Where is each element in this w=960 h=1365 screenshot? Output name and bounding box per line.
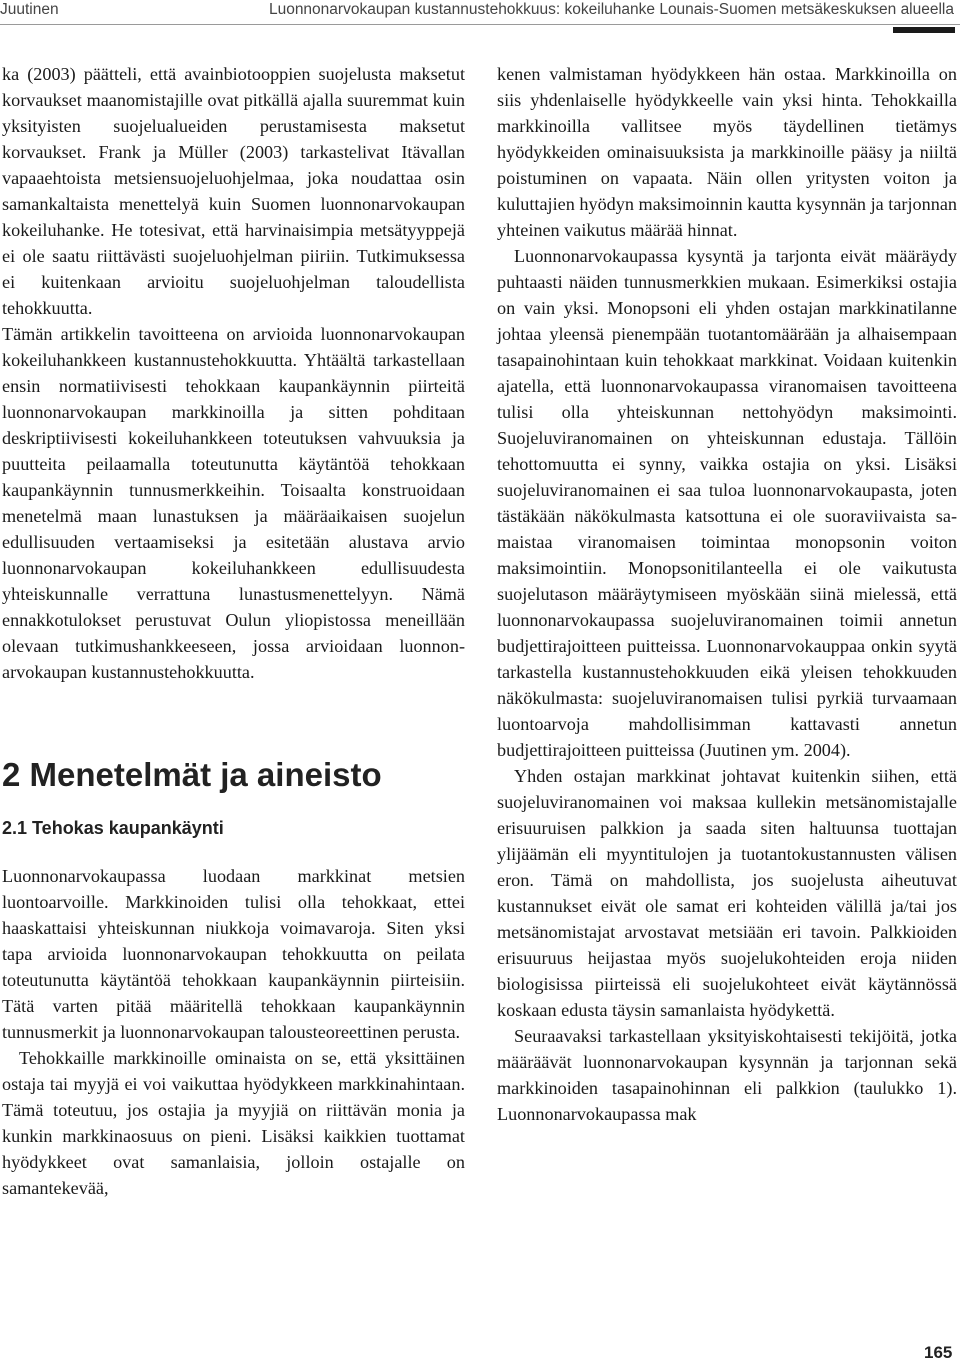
header-rule — [0, 24, 960, 25]
right-column — [497, 61, 957, 1127]
left-column — [2, 61, 465, 1201]
subsection-heading: 2.1 Tehokas kaupankäynti — [2, 818, 224, 838]
page-number: 165 — [924, 1343, 953, 1362]
left-paragraph-2: Tämän artikkelin tavoitteena on arvioida luonnonarvokaupan kokeiluhankkeen kustannustehokkuutta. Yhtäältä tarkastellaan ensin normatiivisesti tehokkaan kaupankäynnin piirteitä luonnonarvokaupan markkinoilla ja sitten pohditaan deskriptiivisesti kokeiluhankkeen toteutuksen vahvuuksia ja puutteita peilaamalla toteutunutta käytäntöä tehokkaan kaupankäynnin tunnusmerkkeihin. Toisaalta konstruoidaan menetelmä maan lunastuksen ja määräaikaisen suojelun edullisuuden vertaamiseksi ja esitetään alustava arvio luonnonarvokaupan kokeiluhankkeen edullisuudesta yhteiskunnalle verrattuna lunastusmenettelyyn. Nämä ennakkotulokset perustuvat Oulun yliopistossa meneillään olevaan tutkimushankkeeseen, jossa arvioidaan luonnonarvokaupan kustannustehokkuutta. — [2, 324, 465, 682]
header-block-marker — [893, 27, 955, 33]
left-paragraph-1: ka (2003) päätteli, että avainbiotooppien suojelusta maksetut korvaukset maanomistajille ovat pitkällä ajalla suuremmat kuin yksityisten suojelualueiden perustamisesta maksetut korvaukset. Frank ja Müller (2003) tarkastelivat Itävallan vapaaehtoista metsiensuojeluohjelmaa, joka noudattaa osin samankaltaista menettelyä kuin Suomen luonnonarvokaupan kokeiluhanke. He totesivat, että harvinaisimpia metsätyyppejä ei ole saatu riittävästi suojeluohjelman piiriin. Tutkimuksessa ei kuitenkaan arvioitu suojeluohjelman taloudellista tehokkuutta. — [2, 64, 465, 318]
running-header — [0, 0, 960, 28]
right-paragraph-2: Luonnonarvokaupassa kysyntä ja tarjonta eivät määräydy puhtaasti näiden tunnusmerkkien mukaan. Esimerkiksi ostajia on vain yksi. Monopsoni eli yhden ostajan markkinatilanne johtaa yleensä pienempään tuotantomäärään ja alhaisempaan tasapainohintaan kuin tehokkaat markkinat. Voidaan kuitenkin ajatella, että luonnonarvokaupassa viranomaisen tavoitteena tulisi olla yhteiskunnan nettohyödyn maksimointi. Suojeluviranomainen on yhteiskunnan edustaja. Tällöin tehottomuutta ei synny, vaikka ostajia on yksi. Lisäksi suojeluviranomainen ei saa tuloa luonnonarvokaupasta, joten tästäkään näkökulmasta katsottuna ei ole suoraviivaista samaistaa viranomaisen toimintaa monopsonin voiton maksimointiin. Monopsonitilanteella ei ole vaikutusta suojelutason määräytymiseen myöskään siinä mielessä, että luonnonarvokaupassa suojeluviranomainen toimii annetun budjettirajoitteen puitteissa. Luonnonarvokauppaa onkin syytä tarkastella kustannustehokkuuden eikä yleisen tehokkuuden näkökulmasta: suojeluviranomaisen tulisi pyrkiä turvaamaan luontoarvoja mahdollisimman kattavasti annetun budjettirajoitteen puitteissa (Juutinen ym. 2004). — [497, 246, 957, 760]
left-paragraph-3: Luonnonarvokaupassa luodaan markkinat metsien luontoarvoille. Markkinoiden tulisi olla tehokkaat, ettei haaskattaisi yhteiskunnan niukkoja voimavaroja. Siten yksi tapa arvioida luonnonarvokaupan tehokkuutta on peilata toteutunutta käytäntöä tehokkaan kaupankäynnin piirteisiin. Tätä varten pitää määritellä tehokkaan kaupankäynnin tunnusmerkit ja luonnonarvokaupan talousteoreettinen perusta. — [2, 866, 465, 1042]
right-paragraph-4: Seuraavaksi tarkastellaan yksityiskohtaisesti tekijöitä, jotka määräävät luonnonarvokaupan kysynnän ja tarjonnan sekä markkinoiden tasapainohinnan eli palkkion (taulukko 1). Luonnonarvokaupassa mak — [497, 1026, 957, 1124]
header-article-title: Luonnonarvokaupan kustannustehokkuus: kokeiluhanke Lounais-Suomen metsäkeskuksen alueella — [268, 1, 954, 18]
section-heading: 2 Menetelmät ja aineisto — [2, 756, 382, 793]
header-author: Juutinen — [0, 1, 59, 18]
right-paragraph-3: Yhden ostajan markkinat johtavat kuitenkin siihen, että suojeluviranomainen voi maksaa kullekin metsänomistajalle erisuuruisen palkkion ja saada siten haltuunsa tuottajan ylijäämän eli myyntitulojen ja tuotantokustannusten välisen eron. Tämä on mahdollista, jos suojelusta aiheutuvat kustannukset eivät ole samat eri kohteiden välillä ja/tai jos metsänomistajat arvostavat metsiään eri tavoin. Palkkioiden erisuuruus heijastaa myös suojelukohteiden eroja niiden biologisissa piirteissä eli suojelukohteet eivät käytännössä koskaan edusta täysin samanlaista hyödykettä. — [497, 766, 957, 1020]
right-paragraph-1: kenen valmistaman hyödykkeen hän ostaa. Markkinoilla on siis yhdenlaiselle hyödykkeelle vain yksi hinta. Tehokkailla markkinoilla vallitsee myös täydellinen tietämys hyödykkeiden ominaisuuksista ja markkinoille pääsy ja niiltä poistuminen on vapaata. Näin ollen yritysten voiton ja kuluttajien hyödyn maksimoinnin kautta kysynnän ja tarjonnan yhteinen vaikutus määrää hinnat. — [497, 64, 957, 240]
left-paragraph-4: Tehokkaille markkinoille ominaista on se, että yksittäinen ostaja tai myyjä ei voi vaikuttaa hyödykkeen markkinahintaan. Tämä toteutuu, jos ostajia ja myyjiä on riittävän monia ja kunkin markkinaosuus on pieni. Lisäksi kaikkien tuottamat hyödykkeet ovat samanlaisia, jolloin ostajalle on samantekevää, — [2, 1048, 465, 1198]
